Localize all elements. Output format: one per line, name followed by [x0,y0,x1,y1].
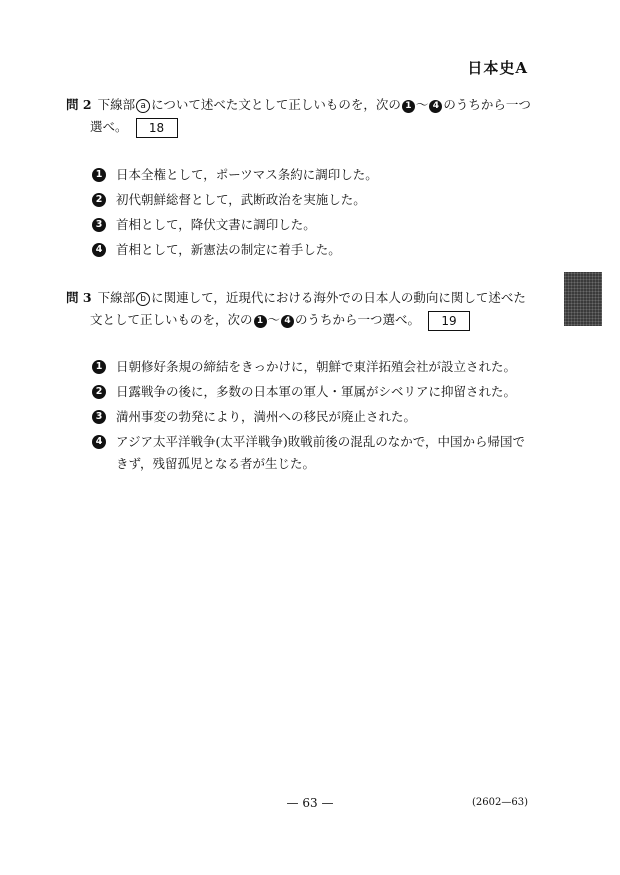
option-number-marker: 2 [92,193,106,207]
option-number-marker: 4 [92,435,106,449]
question-3-options [92,356,532,478]
range-end-marker: 4 [281,315,294,328]
range-separator: ～ [267,312,281,327]
option-text: アジア太平洋戦争(太平洋戦争)敗戦前後の混乱のなかで，中国から帰国できず，残留孤児となる者が生じた。 [116,434,526,471]
range-end-marker: 4 [429,100,442,113]
question-2-text-after: のうちから一つ [443,97,531,112]
question-3-line1 [66,287,536,309]
option-text: 首相として，新憲法の制定に着手した。 [116,242,341,257]
exam-code: (2602—63) [472,797,528,808]
option-text: 初代朝鮮総督として，武断政治を実施した。 [116,192,366,207]
range-separator: ～ [415,97,429,112]
option-number-marker: 1 [92,168,106,182]
option-text: 首相として，降伏文書に調印した。 [116,217,316,232]
range-start-marker: 1 [254,315,267,328]
option-item [92,239,532,261]
option-item [92,431,532,475]
option-item [92,381,532,403]
question-3-text-mid: に関連して，近現代における海外での日本人の動向に関して述べた [151,290,526,305]
question-2-line2 [66,116,536,138]
option-number-marker: 3 [92,218,106,232]
range-start-marker: 1 [402,100,415,113]
underline-marker-b: b [136,292,150,306]
question-2-line2-text: 選べ。 [90,119,128,134]
question-3-text-before: 下線部 [97,290,136,305]
question-2-text-mid: について述べた文として正しいものを，次の [151,97,401,112]
option-number-marker: 4 [92,243,106,257]
answer-box-18: 18 [136,118,178,138]
option-item [92,214,532,236]
option-text: 日本全権として，ポーツマス条約に調印した。 [116,167,378,182]
question-2-text-before: 下線部 [97,97,136,112]
option-number-marker: 3 [92,410,106,424]
option-text: 満州事変の勃発により，満州への移民が廃止された。 [116,409,417,424]
option-number-marker: 1 [92,360,106,374]
option-item [92,164,532,186]
question-2-line1 [66,94,536,116]
option-text: 日露戦争の後に，多数の日本軍の軍人・軍属がシベリアに抑留された。 [116,384,517,399]
question-3-line2-before: 文として正しいものを，次の [90,312,253,327]
option-text: 日朝修好条規の締結をきっかけに，朝鮮で東洋拓殖会社が設立された。 [116,359,517,374]
question-3-number: 問 3 [66,290,92,305]
answer-box-19: 19 [428,311,470,331]
question-2-options [92,164,532,264]
question-3-line2-after: のうちから一つ選べ。 [295,312,421,327]
option-item [92,356,532,378]
question-2-number: 問 2 [66,97,92,112]
underline-marker-a: a [136,99,150,113]
question-3-line2 [66,309,536,331]
subject-title: 日本史A [467,59,528,77]
option-number-marker: 2 [92,385,106,399]
question-2 [66,94,536,138]
section-tab-marker [564,272,602,326]
option-item [92,189,532,211]
question-3 [66,287,536,331]
option-item [92,406,532,428]
page-number: — 63 — [286,796,334,810]
